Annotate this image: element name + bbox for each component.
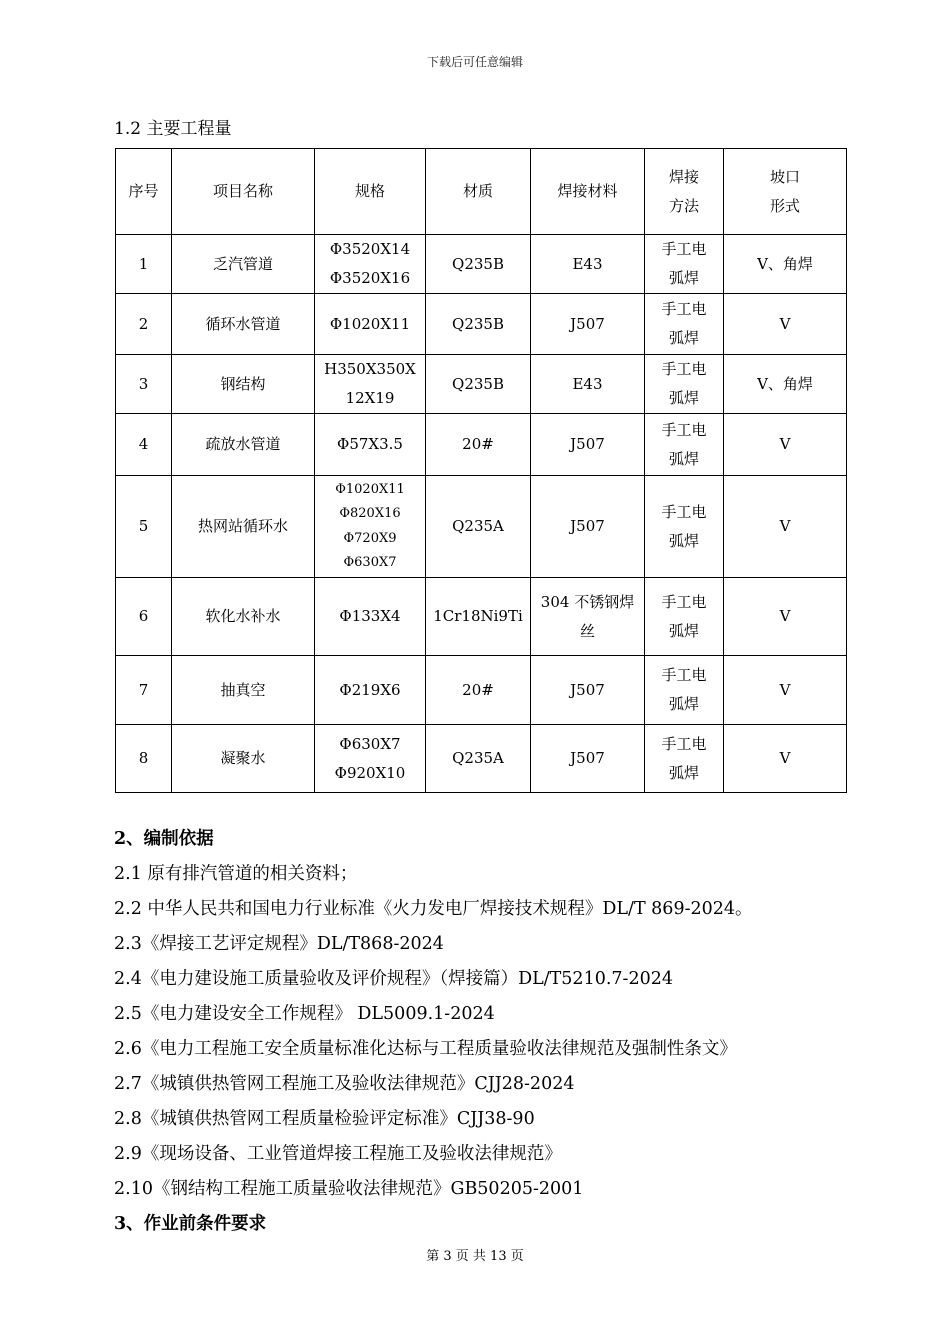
spec-line: 12X19 [345,389,395,407]
cell-groove: V [724,476,847,578]
reference-item: 2.7《城镇供热管网工程施工及验收法律规范》CJJ28-2024 [114,1074,575,1094]
header-name: 项目名称 [172,149,315,235]
cell-no: 6 [116,578,172,656]
cell-name: 钢结构 [172,355,315,414]
cell-no: 2 [116,294,172,355]
reference-item: 2.6《电力工程施工安全质量标准化达标与工程质量验收法律规范及强制性条文》 [114,1039,737,1059]
weld-material-line: 丝 [579,621,595,640]
header-groove-line: 形式 [769,196,800,215]
reference-item: 2.5《电力建设安全工作规程》 DL5009.1-2024 [114,1004,495,1024]
page-footer: 第 3 页 共 13 页 [426,1249,524,1264]
cell-no: 7 [116,656,172,725]
cell-groove: V、角焊 [724,355,847,414]
cell-material: Q235A [426,725,531,793]
method-line: 手工电 [661,240,707,258]
cell-groove: V [724,414,847,476]
cell-material: 20# [426,656,531,725]
spec-line: Φ630X7 [339,734,401,753]
cell-no: 4 [116,414,172,476]
header-groove [724,149,847,235]
spec-line: Φ720X9 [343,530,397,546]
cell-spec: Φ219X6 [315,656,426,725]
cell-spec [315,476,426,578]
table-row [116,355,847,414]
method-line: 弧焊 [668,329,699,347]
cell-method [645,476,724,578]
cell-groove: V [724,578,847,656]
header-weld-method-line: 焊接 [668,167,699,186]
header-spec: 规格 [315,149,426,235]
method-line: 手工电 [661,592,707,611]
table-row [116,578,847,656]
cell-name: 疏放水管道 [172,414,315,476]
spec-line: Φ3520X14 [329,240,411,258]
reference-item: 2.3《焊接工艺评定规程》DL/T868-2024 [114,934,444,954]
table-row [116,235,847,294]
cell-method [645,578,724,656]
header-weld-material: 焊接材料 [531,149,645,235]
spec-line: Φ3520X16 [329,269,411,287]
work-quantity-table [115,148,847,793]
cell-name: 热网站循环水 [172,476,315,578]
method-line: 弧焊 [668,269,699,287]
reference-item: 2.2 中华人民共和国电力行业标准《火力发电厂焊接技术规程》DL/T 869-2024。 [114,899,753,919]
method-line: 弧焊 [668,389,699,407]
reference-item: 2.8《城镇供热管网工程质量检验评定标准》CJJ38-90 [114,1109,535,1129]
method-line: 手工电 [661,666,707,684]
method-line: 弧焊 [668,531,699,550]
header-groove-line: 坡口 [769,167,800,186]
cell-weld-material: J507 [531,294,645,355]
cell-weld-material: J507 [531,476,645,578]
cell-weld-material: E43 [531,235,645,294]
cell-method [645,294,724,355]
cell-method [645,725,724,793]
cell-material: 20# [426,414,531,476]
method-line: 弧焊 [668,621,699,640]
cell-spec [315,235,426,294]
reference-item: 2.1 原有排汽管道的相关资料； [114,864,358,884]
table-header [116,149,847,235]
header-material: 材质 [426,149,531,235]
method-line: 弧焊 [668,763,699,782]
table-row [116,414,847,476]
header-no: 序号 [116,149,172,235]
reference-item: 2.9《现场设备、工业管道焊接工程施工及验收法律规范》 [114,1144,562,1164]
cell-groove: V [724,656,847,725]
cell-weld-material: E43 [531,355,645,414]
heading-preconditions: 3、作业前条件要求 [114,1214,267,1234]
cell-weld-material: J507 [531,656,645,725]
cell-no: 3 [116,355,172,414]
weld-material-line: 304 不锈钢焊 [540,592,635,611]
cell-material: 1Cr18Ni9Ti [426,578,531,656]
cell-spec: Φ57X3.5 [315,414,426,476]
cell-groove: V [724,294,847,355]
reference-item: 2.10《钢结构工程施工质量验收法律规范》GB50205-2001 [114,1179,584,1199]
method-line: 手工电 [661,734,707,753]
cell-name: 抽真空 [172,656,315,725]
method-line: 手工电 [661,420,707,439]
cell-name: 凝聚水 [172,725,315,793]
cell-method [645,235,724,294]
cell-weld-material: J507 [531,725,645,793]
cell-groove: V [724,725,847,793]
method-line: 弧焊 [668,449,699,468]
spec-line: Φ920X10 [334,763,406,782]
section-title: 1.2 主要工程量 [114,119,232,139]
cell-weld-material: J507 [531,414,645,476]
cell-no: 1 [116,235,172,294]
header-weld-method [645,149,724,235]
cell-method [645,414,724,476]
cell-spec [315,355,426,414]
cell-groove: V、角焊 [724,235,847,294]
cell-material: Q235B [426,294,531,355]
table-row [116,725,847,793]
cell-no: 5 [116,476,172,578]
table-row [116,476,847,578]
cell-spec [315,725,426,793]
method-line: 弧焊 [668,695,699,713]
spec-line: Φ630X7 [343,555,397,570]
cell-name: 乏汽管道 [172,235,315,294]
cell-weld-material [531,578,645,656]
spec-line: Φ1020X11 [335,481,405,497]
table-row [116,294,847,355]
cell-name: 循环水管道 [172,294,315,355]
method-line: 手工电 [661,300,707,318]
cell-spec: Φ133X4 [315,578,426,656]
header-weld-method-line: 方法 [668,196,699,215]
cell-material: Q235B [426,355,531,414]
cell-method [645,355,724,414]
reference-item: 2.4《电力建设施工质量验收及评价规程》（焊接篇）DL/T5210.7-2024 [114,969,673,989]
page-header: 下载后可任意编辑 [426,55,523,69]
cell-spec: Φ1020X11 [315,294,426,355]
method-line: 手工电 [661,502,707,521]
heading-compile-basis: 2、编制依据 [114,829,214,849]
method-line: 手工电 [661,360,707,378]
body-text [114,822,753,1242]
cell-name: 软化水补水 [172,578,315,656]
spec-line: H350X350X [324,360,416,378]
table-row [116,656,847,725]
cell-no: 8 [116,725,172,793]
cell-method [645,656,724,725]
spec-line: Φ820X16 [339,506,401,521]
cell-material: Q235A [426,476,531,578]
cell-material: Q235B [426,235,531,294]
